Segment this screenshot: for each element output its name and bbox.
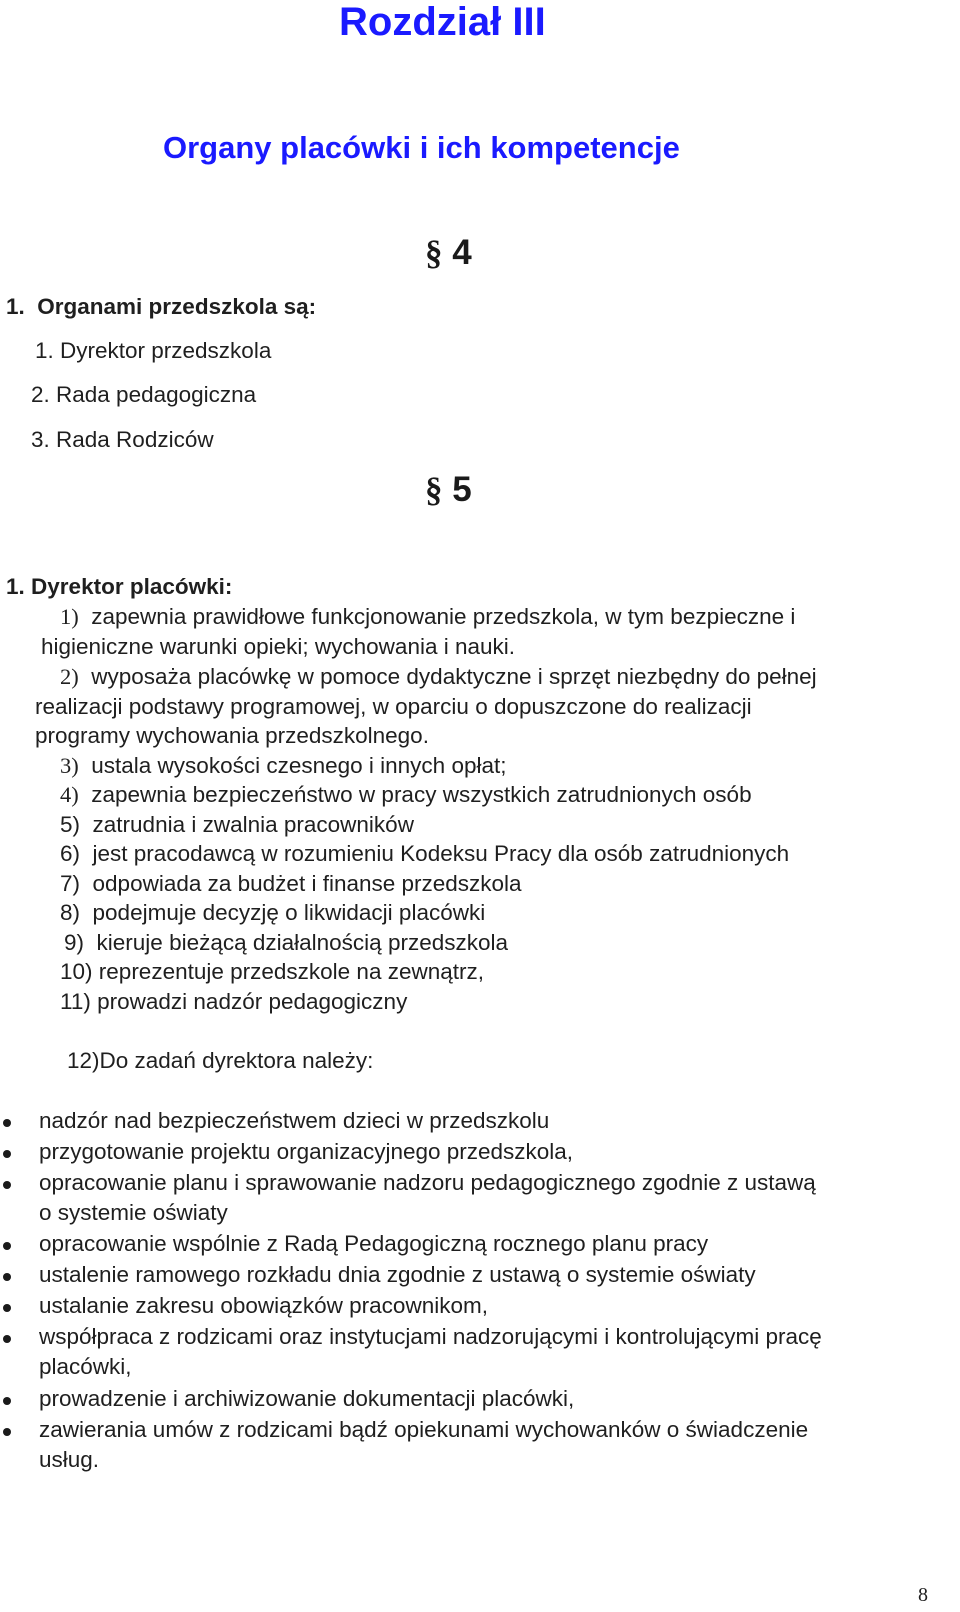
item-number: 5): [60, 812, 81, 837]
director-item-9: [64, 930, 508, 956]
item-number: 10): [60, 959, 93, 984]
paragraph-number: 4: [452, 233, 472, 272]
duty-item: opracowanie wspólnie z Radą Pedagogiczną rocznego planu pracy: [39, 1231, 709, 1256]
item-text-continued: programy wychowania przedszkolnego.: [35, 723, 429, 748]
director-intro-text: Dyrektor placówki:: [31, 574, 233, 599]
organs-intro: [6, 294, 316, 320]
bullet-icon: [3, 1242, 11, 1250]
chapter-title: Rozdział III: [339, 0, 546, 44]
duty-item: opracowanie planu i sprawowanie nadzoru pedagogicznego zgodnie z ustawą: [39, 1170, 816, 1195]
item-text: zapewnia prawidłowe funkcjonowanie przedszkola, w tym bezpieczne i: [91, 604, 796, 629]
bullet-icon: [3, 1273, 11, 1281]
item-text: ustala wysokości czesnego i innych opłat;: [91, 753, 507, 778]
director-intro: [6, 574, 232, 600]
bullet-icon: [3, 1304, 11, 1312]
item-number: 4): [60, 782, 79, 807]
item-text: kieruje bieżącą działalnością przedszkola: [96, 930, 509, 955]
item-number: 1): [60, 604, 79, 629]
director-item-10: [60, 959, 484, 985]
director-item-1: [60, 604, 795, 630]
duty-item: zawierania umów z rodzicami bądź opiekunami wychowanków o świadczenie: [39, 1417, 809, 1442]
item-text-continued: higieniczne warunki opieki; wychowania i nauki.: [41, 634, 516, 659]
director-item-5: [60, 812, 414, 838]
organ-item: 2. Rada pedagogiczna: [31, 382, 257, 407]
item-text: odpowiada za budżet i finanse przedszkola: [92, 871, 522, 896]
item-number: 7): [60, 871, 81, 896]
item-text: jest pracodawcą w rozumieniu Kodeksu Pracy dla osób zatrudnionych: [92, 841, 790, 866]
item-text: reprezentuje przedszkole na zewnątrz,: [98, 959, 484, 984]
bullet-icon: [3, 1181, 11, 1189]
duty-item: prowadzenie i archiwizowanie dokumentacji placówki,: [39, 1386, 575, 1411]
director-item-11: [60, 989, 407, 1015]
item-number: 6): [60, 841, 81, 866]
director-intro-number: 1.: [6, 574, 25, 599]
organs-intro-text: Organami przedszkola są:: [37, 294, 317, 319]
bullet-icon: [3, 1119, 11, 1127]
director-item-2: [60, 664, 817, 690]
director-item-12: 12)Do zadań dyrektora należy:: [67, 1048, 374, 1073]
bullet-icon: [3, 1428, 11, 1436]
item-number: 8): [60, 900, 81, 925]
bullet-icon: [3, 1397, 11, 1405]
duty-item-continued: o systemie oświaty: [39, 1200, 228, 1225]
duty-item: przygotowanie projektu organizacyjnego przedszkola,: [39, 1139, 574, 1164]
item-text: wyposaża placówkę w pomoce dydaktyczne i sprzęt niezbędny do pełnej: [91, 664, 817, 689]
paragraph-4-heading: [425, 233, 472, 273]
duty-item: ustalenie ramowego rozkładu dnia zgodnie z ustawą o systemie oświaty: [39, 1262, 756, 1287]
chapter-subtitle: Organy placówki i ich kompetencje: [163, 130, 680, 165]
organ-item: 3. Rada Rodziców: [31, 427, 214, 452]
paragraph-5-heading: [425, 470, 472, 510]
duty-item: nadzór nad bezpieczeństwem dzieci w przedszkolu: [39, 1108, 550, 1133]
paragraph-number: 5: [452, 470, 472, 509]
item-text: prowadzi nadzór pedagogiczny: [97, 989, 408, 1014]
item-number: 9): [64, 930, 85, 955]
page-number: 8: [918, 1584, 928, 1606]
item-text: podejmuje decyzję o likwidacji placówki: [92, 900, 486, 925]
section-symbol: §: [425, 233, 443, 272]
director-item-3: [60, 753, 506, 779]
duty-item-continued: placówki,: [39, 1354, 132, 1379]
bullet-icon: [3, 1150, 11, 1158]
item-number: 3): [60, 753, 79, 778]
item-number: 11): [60, 989, 91, 1014]
director-item-8: [60, 900, 485, 926]
item-text: zapewnia bezpieczeństwo w pracy wszystkich zatrudnionych osób: [91, 782, 752, 807]
item-number: 2): [60, 664, 79, 689]
organs-intro-number: 1.: [6, 294, 25, 319]
director-item-4: [60, 782, 752, 808]
item-text-continued: realizacji podstawy programowej, w oparciu o dopuszczone do realizacji: [35, 694, 752, 719]
organ-item: 1. Dyrektor przedszkola: [35, 338, 272, 363]
section-symbol: §: [425, 470, 443, 509]
duty-item: ustalanie zakresu obowiązków pracownikom,: [39, 1293, 488, 1318]
item-text: zatrudnia i zwalnia pracowników: [92, 812, 414, 837]
duty-item-continued: usług.: [39, 1447, 100, 1472]
director-item-6: [60, 841, 789, 867]
director-item-7: [60, 871, 522, 897]
bullet-icon: [3, 1335, 11, 1343]
duty-item: współpraca z rodzicami oraz instytucjami nadzorującymi i kontrolującymi pracę: [39, 1324, 822, 1349]
